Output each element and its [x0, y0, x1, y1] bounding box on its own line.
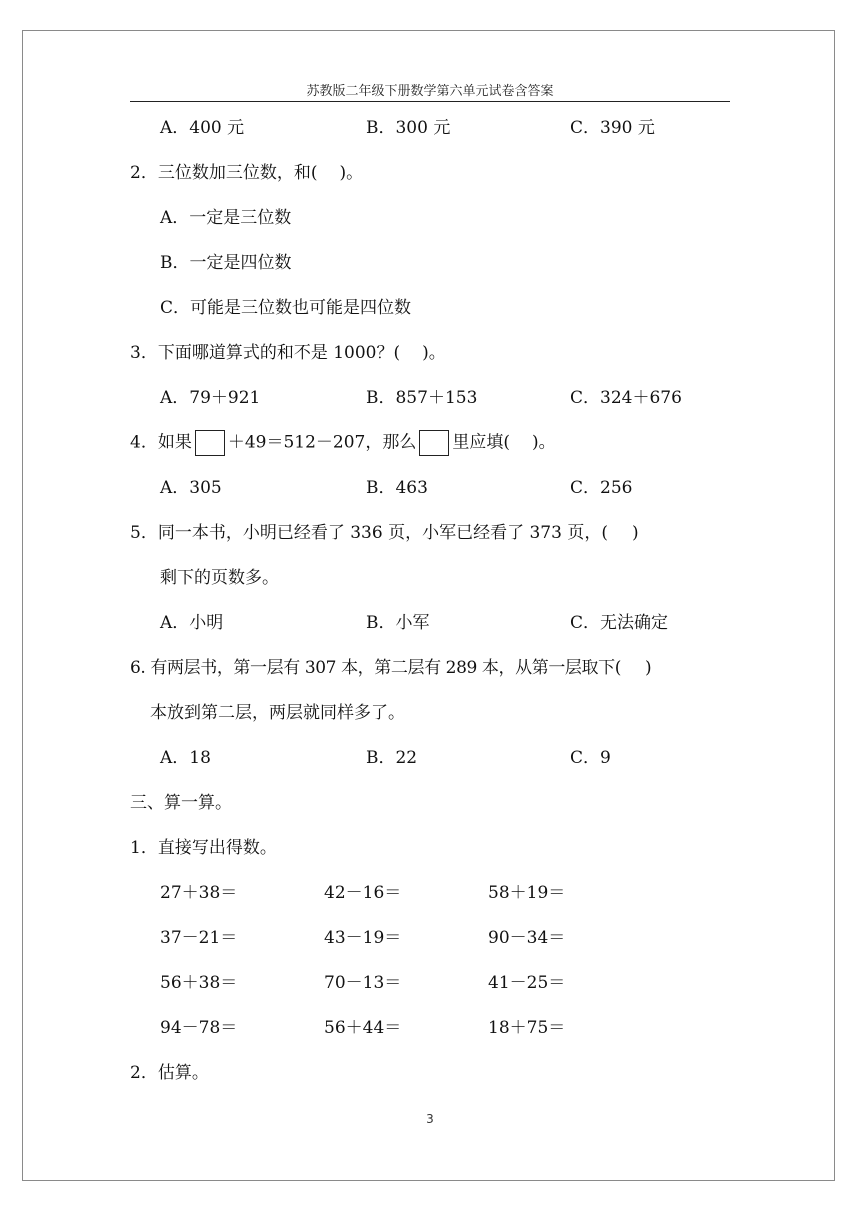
q4-part2: ＋49＝512－207，那么: [227, 432, 417, 453]
q5-stem-line2: 剩下的页数多。: [160, 568, 279, 588]
q4-part1: 4．如果: [130, 432, 192, 453]
q4-part4: )。: [532, 432, 556, 453]
calc-item: 41－25＝: [488, 973, 566, 993]
q3-stem-before: 3．下面哪道算式的和不是 1000？(: [130, 343, 401, 363]
blank-box: [195, 430, 225, 456]
q1-option-a: A．400 元: [160, 118, 245, 138]
q2-stem: [130, 161, 363, 185]
calc-item: 94－78＝: [160, 1018, 238, 1038]
blank-box: [419, 430, 449, 456]
calc-item: 56＋38＝: [160, 973, 238, 993]
page-border: [22, 30, 835, 1181]
q2-option-c: C．可能是三位数也可能是四位数: [160, 298, 412, 318]
q4-option-b: B．463: [366, 478, 428, 498]
q6-line1-before: 6. 有两层书，第一层有 307 本，第二层有 289 本，从第一层取下(: [130, 658, 621, 678]
q6-line1-after: ): [644, 658, 652, 678]
q5-stem-line1: [130, 521, 639, 545]
header-rule: [130, 101, 730, 102]
page-number: 3: [426, 1112, 434, 1126]
calc-item: 70－13＝: [324, 973, 402, 993]
q3-stem: [130, 341, 446, 365]
q2-stem-after: )。: [339, 163, 364, 183]
q5-option-c: C．无法确定: [570, 613, 669, 633]
calc-item: 37－21＝: [160, 928, 238, 948]
q6-option-a: A．18: [160, 748, 211, 768]
q3-option-c: C．324＋676: [570, 388, 682, 408]
document-header: 苏教版二年级下册数学第六单元试卷含答案: [306, 84, 554, 99]
calc-item: 56＋44＝: [324, 1018, 402, 1038]
section-3-sub1: 1．直接写出得数。: [130, 838, 277, 858]
q4-option-c: C．256: [570, 478, 633, 498]
q5-line1-before: 5．同一本书，小明已经看了 336 页，小军已经看了 373 页，(: [130, 523, 608, 543]
q1-option-b: B．300 元: [366, 118, 451, 138]
q5-option-b: B．小军: [366, 613, 430, 633]
q3-stem-after: )。: [422, 343, 446, 363]
q5-option-a: A．小明: [160, 613, 224, 633]
q1-option-c: C．390 元: [570, 118, 655, 138]
section-3-title: 三、算一算。: [130, 793, 232, 813]
calc-item: 90－34＝: [488, 928, 566, 948]
q3-option-b: B．857＋153: [366, 388, 478, 408]
q6-option-b: B．22: [366, 748, 418, 768]
section-3-sub2: 2．估算。: [130, 1063, 209, 1083]
q5-line1-after: ): [631, 523, 639, 543]
calc-item: 27＋38＝: [160, 883, 238, 903]
q4-part3: 里应填(: [452, 432, 510, 453]
q2-option-b: B．一定是四位数: [160, 253, 292, 273]
q3-option-a: A．79＋921: [160, 388, 261, 408]
q4-option-a: A．305: [160, 478, 222, 498]
q2-option-a: A．一定是三位数: [160, 208, 292, 228]
q2-stem-before: 2．三位数加三位数，和(: [130, 163, 318, 183]
calc-item: 42－16＝: [324, 883, 402, 903]
calc-item: 18＋75＝: [488, 1018, 566, 1038]
q6-option-c: C．9: [570, 748, 611, 768]
calc-item: 58＋19＝: [488, 883, 566, 903]
q6-stem-line2: 本放到第二层，两层就同样多了。: [150, 703, 405, 723]
q4-stem: [130, 430, 556, 456]
q6-stem-line1: [130, 656, 651, 680]
calc-item: 43－19＝: [324, 928, 402, 948]
